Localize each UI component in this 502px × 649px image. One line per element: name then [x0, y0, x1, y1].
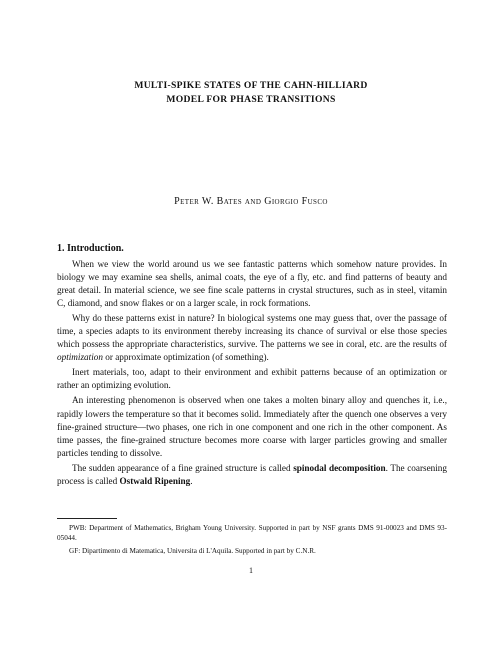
paragraph-2-text-b: or approximate optimization (of something). — [102, 352, 269, 363]
paragraph-5-text-b: . The coarsening process is called — [57, 462, 447, 486]
paper-title-line-1: MULTI-SPIKE STATES OF THE CAHN-HILLIARD — [134, 80, 368, 91]
term-ostwald-ripening: Ostwald Ripening — [119, 475, 191, 486]
emphasis-optimization: optimization — [57, 352, 103, 363]
paragraph-2 — [57, 312, 447, 364]
section-heading — [57, 243, 124, 254]
footnote-rule — [57, 518, 117, 519]
term-spinodal-decomposition: spinodal decomposition — [293, 462, 386, 473]
page-number: 1 — [249, 566, 253, 575]
paragraph-2-text-a: Why do these patterns exist in nature? In biological systems one may guess that, over the passage of time, a species adapts to its environment thereby increasing its chance of survival or else those species which possess the appropriate characteristics, survive. The patterns we see in coral, etc. are the results of — [57, 313, 447, 350]
footnote-pwb: PWB: Department of Mathematics, Brigham Young University. Supported in part by NSF grants DMS 91-00023 and DMS 93-05044. — [57, 524, 447, 543]
body-text — [57, 258, 447, 490]
authors: Peter W. Bates and Giorgio Fusco — [174, 196, 328, 207]
footnotes — [57, 523, 447, 560]
paragraph-3: Inert materials, too, adapt to their environment and exhibit patterns because of an optimization or rather an optimizing evolution. — [57, 367, 447, 391]
paragraph-5-text-c: . — [190, 475, 193, 486]
paper-title-line-2: MODEL FOR PHASE TRANSITIONS — [166, 94, 336, 105]
paragraph-1: When we view the world around us we see fantastic patterns which somehow nature provides. In biology we may examine sea shells, animal coats, the eye of a fly, etc. and find patterns of beauty and great detail. In material science, we see fine scale patterns in crystal structures, such as in steel, vitamin C, diamond, and snow flakes or on a larger scale, in rock formations. — [57, 259, 447, 309]
section-number: 1. — [57, 243, 65, 254]
section-title: Introduction. — [67, 243, 124, 254]
paragraph-5 — [57, 462, 447, 488]
paragraph-5-text-a: The sudden appearance of a fine grained structure is called — [72, 462, 294, 473]
footnote-gf: GF: Dipartimento di Matematica, Universita di L'Aquila. Supported in part by C.N.R. — [69, 547, 316, 556]
paragraph-4: An interesting phenomenon is observed when one takes a molten binary alloy and quenches it, i.e., rapidly lowers the temperature so that it becomes solid. Immediately after the quench one observes a very fine-grained structure—two phases, one rich in one component and one rich in the other component. As time passes, the fine-grained structure becomes more coarse with larger particles growing and smaller particles tending to dissolve. — [57, 395, 447, 458]
